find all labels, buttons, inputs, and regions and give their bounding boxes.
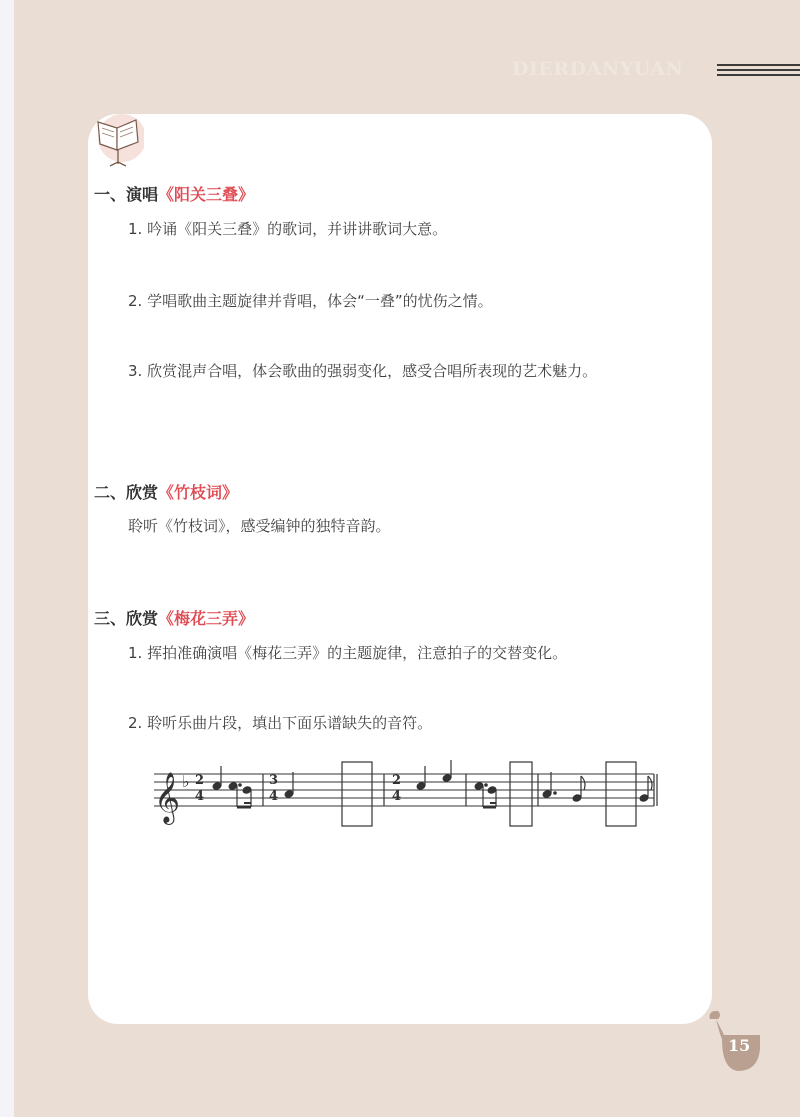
section-2-number: 二、 [94, 483, 127, 502]
flat-sign-icon: ♭ [182, 772, 190, 791]
section-2-action: 欣赏 [126, 483, 159, 502]
section-2-item-1: 聆听《竹枝词》，感受编钟的独特音韵。 [128, 517, 391, 535]
unit-header-title: DIERDANYUAN [512, 58, 684, 80]
svg-text:3: 3 [269, 773, 279, 788]
svg-text:2: 2 [392, 773, 402, 788]
book-stand-icon [92, 108, 144, 170]
section-1-number: 一、 [94, 185, 127, 204]
section-1-action: 演唱 [126, 185, 159, 204]
blank-box-3 [606, 762, 636, 826]
header-decoration-bars [717, 64, 800, 79]
music-score [144, 760, 664, 830]
section-2-work: 《竹枝词》 [158, 483, 239, 502]
section-3-item-2: 2. 聆听乐曲片段，填出下面乐谱缺失的音符。 [128, 714, 433, 732]
section-3-heading [94, 606, 254, 629]
section-3-number: 三、 [94, 609, 127, 628]
section-2-heading [94, 480, 238, 503]
section-3-work: 《梅花三弄》 [158, 609, 255, 628]
svg-text:4: 4 [269, 789, 279, 804]
treble-clef-icon: 𝄞 [154, 772, 181, 823]
section-1-work: 《阳关三叠》 [158, 185, 255, 204]
blank-box-1 [342, 762, 372, 826]
section-1-item-2: 2. 学唱歌曲主题旋律并背唱，体会“一叠”的忧伤之情。 [128, 292, 493, 310]
svg-text:4: 4 [392, 789, 402, 804]
section-3-action: 欣赏 [126, 609, 159, 628]
page-number: 15 [728, 1036, 751, 1055]
svg-text:2: 2 [195, 773, 205, 788]
section-1-heading [94, 182, 254, 205]
section-1-item-3: 3. 欣赏混声合唱，体会歌曲的强弱变化，感受合唱所表现的艺术魅力。 [128, 362, 598, 380]
blank-box-2 [510, 762, 532, 826]
left-margin-strip [0, 0, 14, 1117]
section-3-item-1: 1. 挥拍准确演唱《梅花三弄》的主题旋律，注意拍子的交替变化。 [128, 644, 568, 662]
content-card [88, 114, 712, 1024]
svg-text:4: 4 [195, 789, 205, 804]
section-1-item-1: 1. 吟诵《阳关三叠》的歌词，并讲讲歌词大意。 [128, 220, 448, 238]
